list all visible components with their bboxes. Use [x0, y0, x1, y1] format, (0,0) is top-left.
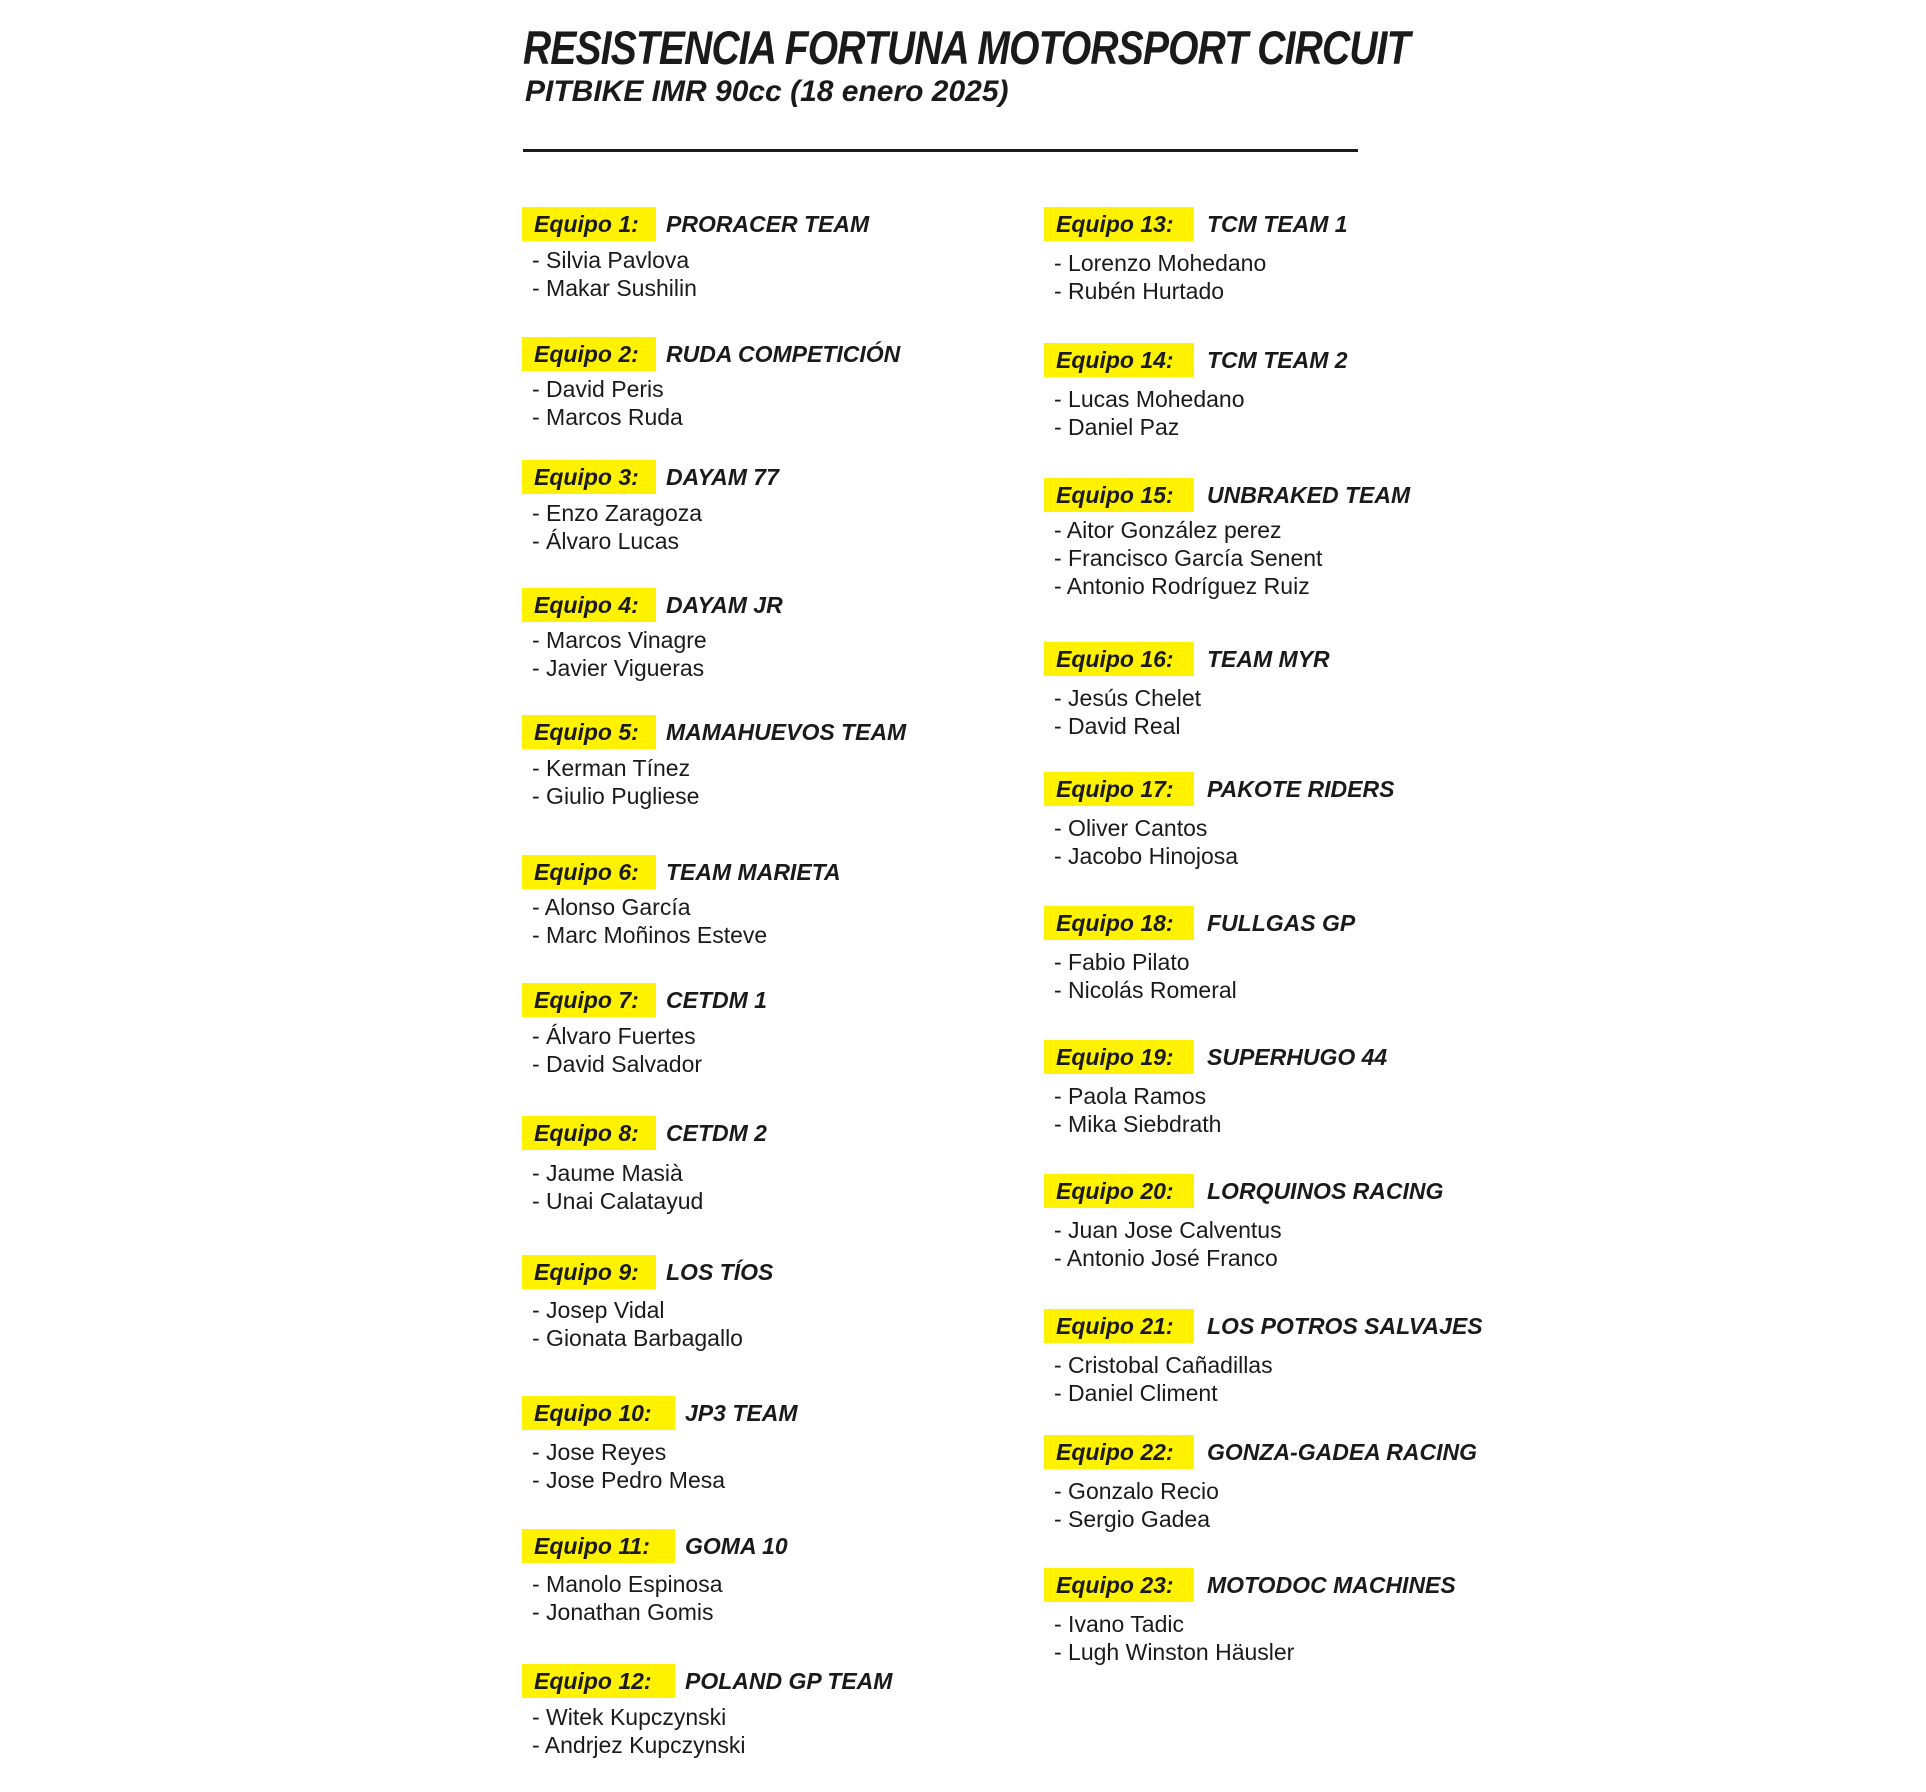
rider-name: - Antonio José Franco — [1054, 1245, 1278, 1271]
team-name: LOS POTROS SALVAJES — [1207, 1313, 1483, 1339]
team-number-tag: Equipo 18: — [1044, 906, 1194, 940]
team-name: SUPERHUGO 44 — [1207, 1044, 1388, 1070]
rider-name: - Juan Jose Calventus — [1054, 1217, 1282, 1243]
team-block — [522, 207, 870, 302]
rider-name: - Jaume Masià — [532, 1160, 683, 1186]
team-block — [522, 1396, 798, 1494]
rider-list — [532, 1159, 703, 1215]
rider-name: - Nicolás Romeral — [1054, 977, 1237, 1003]
team-name: LORQUINOS RACING — [1207, 1178, 1444, 1204]
team-block — [1044, 478, 1411, 600]
team-number-tag: Equipo 10: — [522, 1396, 675, 1430]
rider-name: - Kerman Tínez — [532, 755, 691, 781]
rider-list — [532, 1022, 702, 1078]
rider-list — [1054, 684, 1201, 740]
team-header — [522, 983, 767, 1017]
team-block — [522, 460, 779, 555]
team-number-tag: Equipo 5: — [522, 715, 656, 749]
team-number-tag: Equipo 13: — [1044, 207, 1194, 241]
rider-name: - Antonio Rodríguez Ruiz — [1054, 573, 1310, 599]
rider-list — [532, 499, 702, 555]
rider-name: - Marc Moñinos Esteve — [532, 922, 768, 948]
rider-name: - David Salvador — [532, 1051, 703, 1077]
rider-list — [532, 1438, 725, 1494]
rider-name: - Oliver Cantos — [1054, 815, 1208, 841]
team-block — [522, 337, 901, 431]
rider-name: - Gionata Barbagallo — [532, 1325, 743, 1351]
team-name: DAYAM JR — [666, 592, 783, 618]
rider-list — [532, 375, 683, 431]
team-name: MOTODOC MACHINES — [1207, 1572, 1456, 1598]
rider-name: - Alonso García — [532, 894, 691, 920]
team-name: TEAM MYR — [1207, 646, 1330, 672]
team-block — [522, 1664, 893, 1759]
rider-name: - Jesús Chelet — [1054, 685, 1202, 711]
team-number-tag: Equipo 11: — [522, 1529, 675, 1563]
team-name: TCM TEAM 2 — [1207, 347, 1348, 373]
team-header — [522, 588, 783, 622]
rider-name: - Daniel Climent — [1054, 1380, 1218, 1406]
team-block — [522, 715, 907, 810]
team-block — [1044, 1435, 1478, 1533]
team-header — [522, 1664, 893, 1698]
rider-list — [1054, 385, 1245, 441]
team-header — [522, 1255, 774, 1289]
rider-name: - Unai Calatayud — [532, 1188, 704, 1214]
team-block — [1044, 1309, 1483, 1407]
team-name: PRORACER TEAM — [666, 211, 870, 237]
rider-name: - Daniel Paz — [1054, 414, 1180, 440]
team-header — [1044, 906, 1356, 940]
team-name: DAYAM 77 — [666, 464, 779, 490]
team-number-tag: Equipo 7: — [522, 983, 656, 1017]
page-subtitle: PITBIKE IMR 90cc (18 enero 2025) — [525, 75, 1009, 108]
title-divider — [523, 149, 1358, 152]
team-header — [522, 715, 907, 749]
team-block — [522, 1116, 767, 1215]
rider-list — [1054, 1216, 1282, 1272]
rider-list — [532, 1703, 745, 1759]
team-header — [1044, 1568, 1456, 1602]
rider-name: - David Real — [1054, 713, 1181, 739]
rider-name: - Gonzalo Recio — [1054, 1478, 1219, 1504]
rider-name: - Jacobo Hinojosa — [1054, 843, 1239, 869]
team-number-tag: Equipo 2: — [522, 337, 656, 371]
rider-name: - Makar Sushilin — [532, 275, 697, 301]
rider-name: - Rubén Hurtado — [1054, 278, 1225, 304]
rider-name: - Jonathan Gomis — [532, 1599, 714, 1625]
team-block — [522, 983, 767, 1078]
rider-list — [532, 754, 699, 810]
team-name: CETDM 1 — [666, 987, 767, 1013]
team-block — [522, 855, 841, 949]
team-number-tag: Equipo 3: — [522, 460, 656, 494]
team-header — [522, 855, 841, 889]
team-block — [1044, 1040, 1388, 1138]
rider-name: - Lucas Mohedano — [1054, 386, 1245, 412]
team-name: MAMAHUEVOS TEAM — [666, 719, 907, 745]
rider-name: - Giulio Pugliese — [532, 783, 700, 809]
rider-name: - Álvaro Lucas — [532, 528, 680, 554]
team-name: RUDA COMPETICIÓN — [666, 341, 901, 367]
team-number-tag: Equipo 17: — [1044, 772, 1194, 806]
team-name: POLAND GP TEAM — [685, 1668, 893, 1694]
team-name: TEAM MARIETA — [666, 859, 841, 885]
team-name: FULLGAS GP — [1207, 910, 1356, 936]
team-header — [1044, 478, 1411, 512]
team-number-tag: Equipo 12: — [522, 1664, 675, 1698]
team-header — [522, 1396, 798, 1430]
team-number-tag: Equipo 9: — [522, 1255, 656, 1289]
rider-list — [532, 1296, 743, 1352]
team-name: PAKOTE RIDERS — [1207, 776, 1395, 802]
rider-list — [532, 626, 707, 682]
team-header — [522, 1116, 767, 1150]
rider-name: - Cristobal Cañadillas — [1054, 1352, 1273, 1378]
rider-list — [1054, 516, 1322, 600]
team-number-tag: Equipo 16: — [1044, 642, 1194, 676]
team-name: UNBRAKED TEAM — [1207, 482, 1411, 508]
team-header — [1044, 343, 1348, 377]
team-number-tag: Equipo 8: — [522, 1116, 656, 1150]
page-title: RESISTENCIA FORTUNA MOTORSPORT CIRCUIT — [523, 21, 1410, 74]
rider-name: - Silvia Pavlova — [532, 247, 690, 273]
team-header — [1044, 1435, 1478, 1469]
rider-name: - Francisco García Senent — [1054, 545, 1323, 571]
rider-name: - Jose Reyes — [532, 1439, 667, 1465]
team-header — [1044, 642, 1330, 676]
team-number-tag: Equipo 1: — [522, 207, 656, 241]
rider-list — [532, 1570, 723, 1626]
team-header — [1044, 1309, 1483, 1343]
team-header — [522, 1529, 788, 1563]
team-block — [1044, 642, 1330, 740]
team-number-tag: Equipo 4: — [522, 588, 656, 622]
team-block — [522, 1529, 788, 1626]
team-number-tag: Equipo 20: — [1044, 1174, 1194, 1208]
rider-list — [1054, 814, 1238, 870]
team-name: CETDM 2 — [666, 1120, 767, 1146]
team-block — [1044, 772, 1395, 870]
rider-name: - Andrjez Kupczynski — [532, 1732, 746, 1758]
rider-name: - Lorenzo Mohedano — [1054, 250, 1267, 276]
team-name: TCM TEAM 1 — [1207, 211, 1348, 237]
rider-list — [1054, 249, 1266, 305]
rider-name: - Lugh Winston Häusler — [1054, 1639, 1295, 1665]
team-header — [1044, 772, 1395, 806]
team-number-tag: Equipo 23: — [1044, 1568, 1194, 1602]
rider-name: - Jose Pedro Mesa — [532, 1467, 726, 1493]
rider-name: - Ivano Tadic — [1054, 1611, 1184, 1637]
team-header — [522, 460, 779, 494]
team-number-tag: Equipo 21: — [1044, 1309, 1194, 1343]
team-number-tag: Equipo 15: — [1044, 478, 1194, 512]
team-name: LOS TÍOS — [666, 1259, 774, 1285]
team-block — [1044, 207, 1348, 305]
rider-name: - David Peris — [532, 376, 664, 402]
rider-list — [1054, 1477, 1219, 1533]
rider-name: - Marcos Ruda — [532, 404, 683, 430]
rider-name: - Mika Siebdrath — [1054, 1111, 1222, 1137]
team-block — [522, 588, 783, 682]
rider-name: - Fabio Pilato — [1054, 949, 1190, 975]
team-header — [522, 337, 901, 371]
rider-name: - Sergio Gadea — [1054, 1506, 1210, 1532]
team-number-tag: Equipo 22: — [1044, 1435, 1194, 1469]
rider-name: - Paola Ramos — [1054, 1083, 1207, 1109]
team-block — [522, 1255, 774, 1352]
team-number-tag: Equipo 19: — [1044, 1040, 1194, 1074]
team-header — [1044, 1174, 1444, 1208]
rider-list — [1054, 1082, 1221, 1138]
team-name: GOMA 10 — [685, 1533, 788, 1559]
team-header — [522, 207, 870, 241]
rider-list — [1054, 1610, 1294, 1666]
team-name: JP3 TEAM — [685, 1400, 798, 1426]
team-block — [1044, 1568, 1456, 1666]
team-name: GONZA-GADEA RACING — [1207, 1439, 1478, 1465]
team-block — [1044, 906, 1356, 1004]
team-number-tag: Equipo 14: — [1044, 343, 1194, 377]
rider-name: - Marcos Vinagre — [532, 627, 707, 653]
team-block — [1044, 1174, 1444, 1272]
rider-list — [1054, 1351, 1273, 1407]
rider-name: - Josep Vidal — [532, 1297, 665, 1323]
rider-name: - Enzo Zaragoza — [532, 500, 703, 526]
rider-name: - Álvaro Fuertes — [532, 1023, 696, 1049]
rider-name: - Aitor González perez — [1054, 517, 1282, 543]
team-header — [1044, 1040, 1388, 1074]
rider-name: - Witek Kupczynski — [532, 1704, 727, 1730]
team-block — [1044, 343, 1348, 441]
rider-list — [532, 246, 697, 302]
team-number-tag: Equipo 6: — [522, 855, 656, 889]
rider-list — [532, 893, 767, 949]
rider-name: - Manolo Espinosa — [532, 1571, 723, 1597]
rider-list — [1054, 948, 1237, 1004]
team-header — [1044, 207, 1348, 241]
rider-name: - Javier Vigueras — [532, 655, 705, 681]
